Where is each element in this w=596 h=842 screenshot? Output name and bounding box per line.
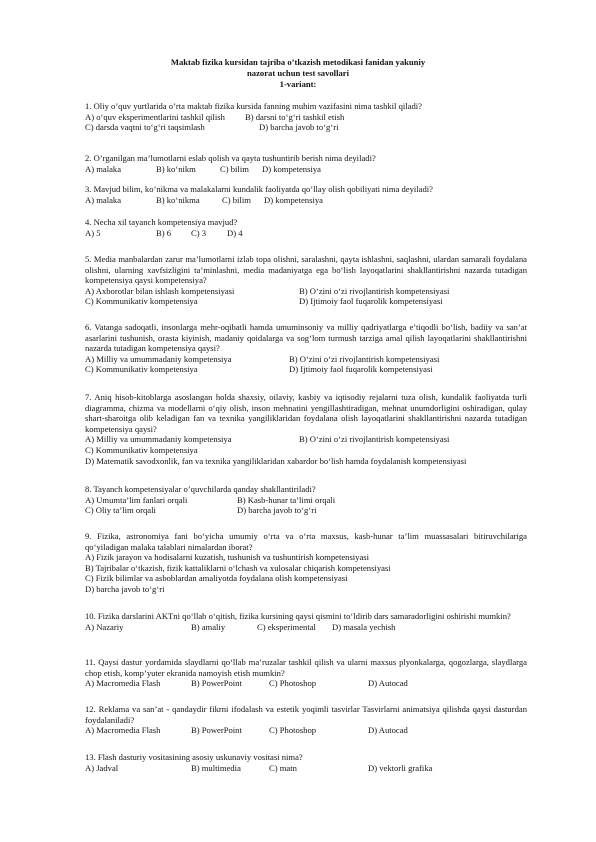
title-line-2: nazorat uchun test savollari (247, 68, 349, 79)
question-text: 11. Qaysi dastur yordamida slaydlarni qo‘llab ma’ruzalar tashkil qilish va ularni maxsus plyonkalarga, qogozlarga, slaydlarga chop etish, komp’yuter ekranida namoyish etish mumkin? (85, 657, 527, 678)
question-2 (85, 153, 527, 174)
option-d: D) barcha javob to‘g‘ri (259, 122, 339, 133)
option-b: B) O‘zini o‘zi rivojlantirish kompetensiyasi (299, 285, 450, 296)
option-c: C) matn (269, 762, 297, 773)
option-a: A) Nazariy (85, 621, 124, 632)
question-11 (85, 657, 527, 689)
question-4 (85, 217, 527, 238)
option-d: D) kompetensiya (264, 194, 323, 205)
question-text: 8. Tayanch kompetensiyalar o’quvchilarda qanday shakllantiriladi? (85, 484, 316, 494)
question-text: 12. Reklama va san’at - qandaydir fikrni ifodalash va estetik yoqimli tasvirlar Tasvirlarni animatsiya qilishda qaysi dasturdan foydalaniladi? (85, 704, 527, 725)
question-3 (85, 184, 527, 205)
question-text: 13. Flash dasturiy vositasining asosiy uskunaviy vositasi nima? (85, 752, 303, 762)
variant-label: 1-variant: (279, 79, 317, 90)
question-text: 3. Mavjud bilim, ko’nikma va malakalarni kundalik faoliyatda qo’llay olish qobiliyati nima deyiladi? (85, 184, 433, 194)
title-line-1: Maktab fizika kursidan tajriba o’tkazish metodikasi fanidan yakuniy (170, 57, 426, 67)
question-text: 5. Media manbalardan zarur ma’lumotlarni izlab topa olishni, saralashni, qayta ishlashni, saqlashni, ulardan samarali foydalana olishni, ularning xavfsizligini ta’minlashni, media madaniyatga ega bo‘lish layoqatlarini shakllantirishni nazarda tutadigan kompetensiya qaysi kompetensiya? (85, 254, 527, 286)
option-b: B) Kasb-hunar ta’limi orqali (237, 494, 336, 505)
option-a: A) o‘quv eksperimentlarini tashkil qilish (85, 111, 225, 122)
question-5 (85, 254, 527, 307)
option-d: D) masala yechish (332, 621, 396, 632)
option-a: A) Jadval (85, 762, 119, 773)
option-d: D) barcha javob to‘g‘ri (237, 505, 317, 516)
option-d: D) vektorli grafika (368, 762, 433, 773)
option-a: A) Macromedia Flash (85, 725, 161, 736)
question-13 (85, 752, 527, 773)
option-c: C) Oliy ta’lim orqali (85, 505, 156, 516)
option-b: B) PowerPoint (191, 678, 242, 689)
option-b: B) ko‘nikm (156, 163, 196, 174)
option-d: D) Autocad (368, 725, 408, 736)
option-d: D) 4 (227, 227, 243, 238)
option-b: B) darsni to‘g‘ri tashkil etish (245, 111, 345, 122)
document-header (0, 57, 596, 91)
question-text: 9. Fizika, astronomiya fani bo‘yicha umumiy o‘rta va o‘rta maxsus, kasb-hunar ta’lim muassasalari bitiruvchilariga qo‘yiladigan malaka talablari nimalardan iborat? (85, 531, 527, 552)
option-b: B) amaliy (191, 621, 226, 632)
question-1 (85, 101, 527, 133)
question-text: 7. Aniq hisob-kitoblarga asoslangan holda shaxsiy, oilaviy, kasbiy va iqtisodiy rejalarni tuza olish, kundalik faoliyatda turli diagramma, chizma va modellarni o‘qiy olish, inson mehnatini yengillashtiradigan, mehnat unumdorligini oshiradigan, qulay shart-sharoitga olib keladigan fan va texnika yangiliklaridan foydalana olish layoqatlarini shakllantirishni nazarda tutadigan kompetensiya qaysi? (85, 392, 527, 434)
option-b: B) ko‘nikma (156, 194, 200, 205)
option-c: C) darsda vaqtni to‘g‘ri taqsimlash (85, 122, 205, 133)
option-a: A) Axborotlar bilan ishlash kompetensiyasi (85, 285, 235, 296)
option-a: A) 5 (85, 227, 101, 238)
option-d: D) Ijtimoiy faol fuqarolik kompetensiyasi (289, 364, 433, 375)
question-text: 10. Fizika darslarini AKTni qo‘llab o‘qitish, fizika kursining qaysi qismini to‘ldirib dars samaradorligini oshirishi mumkin? (85, 611, 511, 621)
option-b: B) multimedia (191, 762, 241, 773)
option-b: B) 6 (156, 227, 172, 238)
option-a: A) Fizik jarayon va hodisalarni kuzatish, tushunish va tushuntirish kompetensiyasi (85, 552, 370, 563)
option-b: B) PowerPoint (191, 725, 242, 736)
question-text: 6. Vatanga sadoqatli, insonlarga mehr-oqibatli hamda umuminsoniy va milliy qadriyatlarga e’tiqodli bo‘lish, badiiy va san’at asarlarini tushunish, orasta kiyinish, madaniy qoidalarga va sog‘lom turmush tarziga amal qilish layoqatlarini shakllantirishni nazarda tutadigan kompetensiya qaysi? (85, 322, 527, 354)
option-b: B) O‘zini o‘zi rivojlantirish kompetensiyasi (299, 434, 450, 445)
option-c: C) Kommunikativ kompetensiya (85, 296, 198, 307)
option-a: A) Milliy va umummadaniy kompetensiya (85, 434, 232, 445)
option-c: C) eksperimental (257, 621, 316, 632)
question-7 (85, 392, 527, 466)
option-c: C) Kommunikativ kompetensiya (85, 364, 198, 375)
option-d: D) Ijtimoiy faol fuqarolik kompetensiyasi (299, 296, 443, 307)
option-c: C) Fizik bilimlar va asboblardan amaliyotda foydalana olish kompetensiyasi (85, 573, 348, 584)
option-c: C) 3 (191, 227, 207, 238)
question-6 (85, 322, 527, 375)
option-d: D) Matematik savodxonlik, fan va texnika yangiliklaridan xabardor bo‘lish hamda foydalanish kompetensiyasi (85, 455, 467, 466)
option-a: A) malaka (85, 194, 122, 205)
option-a: A) Milliy va umummadaniy kompetensiya (85, 353, 232, 364)
question-9 (85, 531, 527, 595)
question-8 (85, 484, 527, 516)
option-b: B) O‘zini o‘zi rivojlantirish kompetensiyasi (289, 353, 440, 364)
option-a: A) malaka (85, 163, 122, 174)
option-c: C) Kommunikativ kompetensiya (85, 444, 198, 455)
option-a: A) Umumta’lim fanlari orqali (85, 494, 188, 505)
question-text: 2. O’rganilgan ma’lumotlarni eslab qolish va qayta tushuntirib berish nima deyiladi? (85, 153, 376, 163)
option-d: D) Autocad (368, 678, 408, 689)
question-text: 1. Oliy o’quv yurtlarida o’rta maktab fizika kursida fanning muhim vazifasini nima tashkil qiladi? (85, 101, 422, 111)
option-d: D) kompetensiya (262, 163, 321, 174)
option-c: C) bilim (222, 194, 251, 205)
option-c: C) Photoshop (269, 678, 317, 689)
option-a: A) Macromedia Flash (85, 678, 161, 689)
question-10 (85, 611, 527, 632)
question-text: 4. Necha xil tayanch kompetensiya mavjud? (85, 217, 238, 227)
option-c: C) Photoshop (269, 725, 317, 736)
question-12 (85, 704, 527, 736)
option-d: D) barcha javob to‘g‘ri (85, 583, 165, 594)
option-c: C) bilim (220, 163, 249, 174)
option-b: B) Tajribalar o‘tkazish, fizik kattaliklarni o‘lchash va xulosalar chiqarish kompetensiyasi (85, 562, 391, 573)
